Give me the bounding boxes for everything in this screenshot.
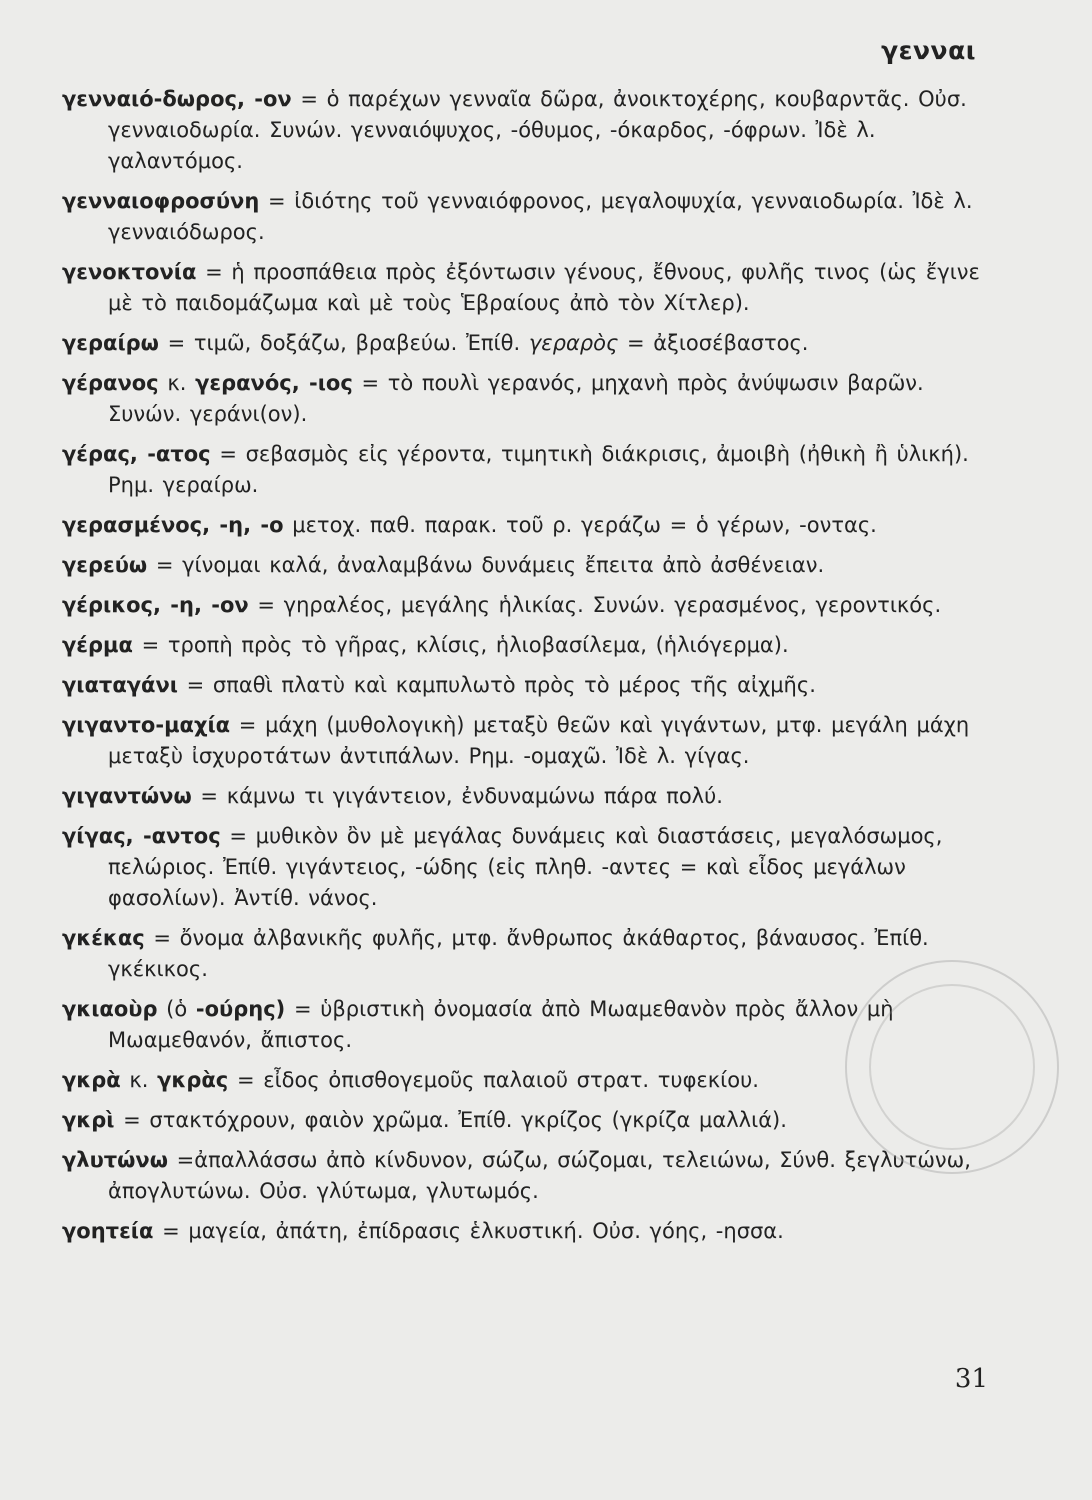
dictionary-entry bbox=[62, 994, 982, 1056]
definition: = εἶδος ὀπισθογεμοῦς παλαιοῦ στρατ. τυφεκίου. bbox=[236, 1068, 759, 1092]
dictionary-entry bbox=[62, 368, 982, 430]
page-number: 31 bbox=[954, 1364, 988, 1394]
dictionary-entry bbox=[62, 821, 982, 914]
italic-word: γεραρὸς bbox=[528, 331, 619, 355]
headword: γοητεία bbox=[62, 1219, 154, 1243]
definition: = κάμνω τι γιγάντειον, ἐνδυναμώνω πάρα πολύ. bbox=[200, 784, 723, 808]
headword: γέρας, -ατος bbox=[62, 442, 211, 466]
dictionary-entry bbox=[62, 257, 982, 319]
dictionary-entry bbox=[62, 84, 982, 177]
definition: = ἰδιότης τοῦ γενναιόφρονος, μεγαλοψυχία, γενναιοδωρία. Ἰδὲ λ. γενναιόδωρος. bbox=[108, 189, 973, 244]
connector: κ. bbox=[129, 1068, 149, 1092]
headword: γερεύω bbox=[62, 553, 148, 577]
headword: γιγαντώνω bbox=[62, 784, 192, 808]
dictionary-entry bbox=[62, 590, 982, 621]
headword-variant: γκρὰς bbox=[157, 1068, 229, 1092]
headword: γενοκτονία bbox=[62, 260, 197, 284]
definition: = σπαθὶ πλατὺ καὶ καμπυλωτὸ πρὸς τὸ μέρος τῆς αἰχμῆς. bbox=[186, 673, 816, 697]
definition: μετοχ. παθ. παρακ. τοῦ ρ. γεράζω = ὁ γέρων, -οντας. bbox=[292, 513, 877, 537]
definition: = ὁ παρέχων γενναῖα δῶρα, ἀνοικτοχέρης, κουβαρντᾶς. Οὐσ. γενναιοδωρία. Συνών. γενναιόψυχος, -όθυμος, -όκαρδος, -όφρων. Ἰδὲ λ. γαλαντόμος. bbox=[108, 87, 967, 173]
headword: γέρανος bbox=[62, 371, 159, 395]
headword: γίγας, -αντος bbox=[62, 824, 221, 848]
definition: = μαγεία, ἀπάτη, ἐπίδρασις ἑλκυστική. Οὐσ. γόης, -ησσα. bbox=[162, 1219, 784, 1243]
definition: = τὸ πουλὶ γερανός, μηχανὴ πρὸς ἀνύψωσιν βαρῶν. Συνών. γεράνι(ον). bbox=[108, 371, 924, 426]
headword: γιγαντο-μαχία bbox=[62, 713, 231, 737]
headword-variant: -ούρης) bbox=[195, 997, 286, 1021]
definition: = μυθικὸν ὂν μὲ μεγάλας δυνάμεις καὶ διαστάσεις, μεγαλόσωμος, πελώριος. Ἐπίθ. γιγάντειος, -ώδης (εἰς πληθ. -αντες = καὶ εἶδος μεγάλων φασολίων). Ἀντίθ. νάνος. bbox=[108, 824, 943, 910]
dictionary-entry bbox=[62, 1145, 982, 1207]
library-stamp-watermark bbox=[845, 960, 1059, 1174]
dictionary-entry bbox=[62, 550, 982, 581]
entry-list bbox=[62, 84, 982, 1256]
definition: = ὄνομα ἀλβανικῆς φυλῆς, μτφ. ἄνθρωπος ἀκάθαρτος, βάναυσος. Ἐπίθ. γκέκικος. bbox=[108, 926, 929, 981]
dictionary-entry bbox=[62, 510, 982, 541]
definition: = γηραλέος, μεγάλης ἡλικίας. Συνών. γερασμένος, γεροντικός. bbox=[257, 593, 942, 617]
dictionary-entry bbox=[62, 670, 982, 701]
dictionary-entry bbox=[62, 328, 982, 359]
headword: γενναιοφροσύνη bbox=[62, 189, 260, 213]
connector: (ὁ bbox=[166, 997, 188, 1021]
headword-variant: γερανός, -ιος bbox=[195, 371, 353, 395]
headword: γενναιό-δωρος, -ον bbox=[62, 87, 292, 111]
dictionary-entry bbox=[62, 710, 982, 772]
headword: γκρὰ bbox=[62, 1068, 121, 1092]
dictionary-entry bbox=[62, 439, 982, 501]
headword: γλυτώνω bbox=[62, 1148, 168, 1172]
dictionary-entry bbox=[62, 1065, 982, 1096]
dictionary-entry bbox=[62, 630, 982, 661]
connector: κ. bbox=[167, 371, 187, 395]
definition: = σεβασμὸς εἰς γέροντα, τιμητικὴ διάκρισις, ἀμοιβὴ (ἠθικὴ ἢ ὑλική). Ρημ. γεραίρω. bbox=[108, 442, 969, 497]
definition: = μάχη (μυθολογικὴ) μεταξὺ θεῶν καὶ γιγάντων, μτφ. μεγάλη μάχη μεταξὺ ἰσχυροτάτων ἀντιπάλων. Ρημ. -ομαχῶ. Ἰδὲ λ. γίγας. bbox=[108, 713, 970, 768]
definition: = τροπὴ πρὸς τὸ γῆρας, κλίσις, ἡλιοβασίλεμα, (ἡλιόγερμα). bbox=[141, 633, 789, 657]
definition: = τιμῶ, δοξάζω, βραβεύω. Ἐπίθ. bbox=[167, 331, 521, 355]
headword: γιαταγάνι bbox=[62, 673, 178, 697]
headword: γεραίρω bbox=[62, 331, 159, 355]
definition: = γίνομαι καλά, ἀναλαμβάνω δυνάμεις ἔπειτα ἀπὸ ἀσθένειαν. bbox=[155, 553, 825, 577]
definition: = ὑβριστικὴ ὀνομασία ἀπὸ Μωαμεθανὸν πρὸς ἄλλον μὴ Μωαμεθανόν, ἄπιστος. bbox=[108, 997, 894, 1052]
definition: = στακτόχρουν, φαιὸν χρῶμα. Ἐπίθ. γκρίζος (γκρίζα μαλλιά). bbox=[123, 1108, 787, 1132]
running-header: γενναι bbox=[881, 36, 976, 65]
headword: γέρικος, -η, -ον bbox=[62, 593, 249, 617]
definition: =ἀπαλλάσσω ἀπὸ κίνδυνον, σώζω, σώζομαι, τελειώνω, Σύνθ. ξεγλυτώνω, ἀπογλυτώνω. Οὐσ. γλύτωμα, γλυτωμός. bbox=[108, 1148, 971, 1203]
headword: γκιαοὺρ bbox=[62, 997, 158, 1021]
dictionary-entry bbox=[62, 1216, 982, 1247]
headword: γέρμα bbox=[62, 633, 133, 657]
library-stamp-inner-ring bbox=[869, 984, 1035, 1150]
headword: γκέκας bbox=[62, 926, 145, 950]
definition: = ἡ προσπάθεια πρὸς ἐξόντωσιν γένους, ἔθνους, φυλῆς τινος (ὡς ἔγινε μὲ τὸ παιδομάζωμα καὶ μὲ τοὺς Ἑβραίους ἀπὸ τὸν Χίτλερ). bbox=[108, 260, 980, 315]
definition-continued: = ἀξιοσέβαστος. bbox=[627, 331, 809, 355]
dictionary-entry bbox=[62, 1105, 982, 1136]
dictionary-entry bbox=[62, 781, 982, 812]
dictionary-entry bbox=[62, 186, 982, 248]
dictionary-entry bbox=[62, 923, 982, 985]
headword: γερασμένος, -η, -ο bbox=[62, 513, 284, 537]
headword: γκρὶ bbox=[62, 1108, 115, 1132]
